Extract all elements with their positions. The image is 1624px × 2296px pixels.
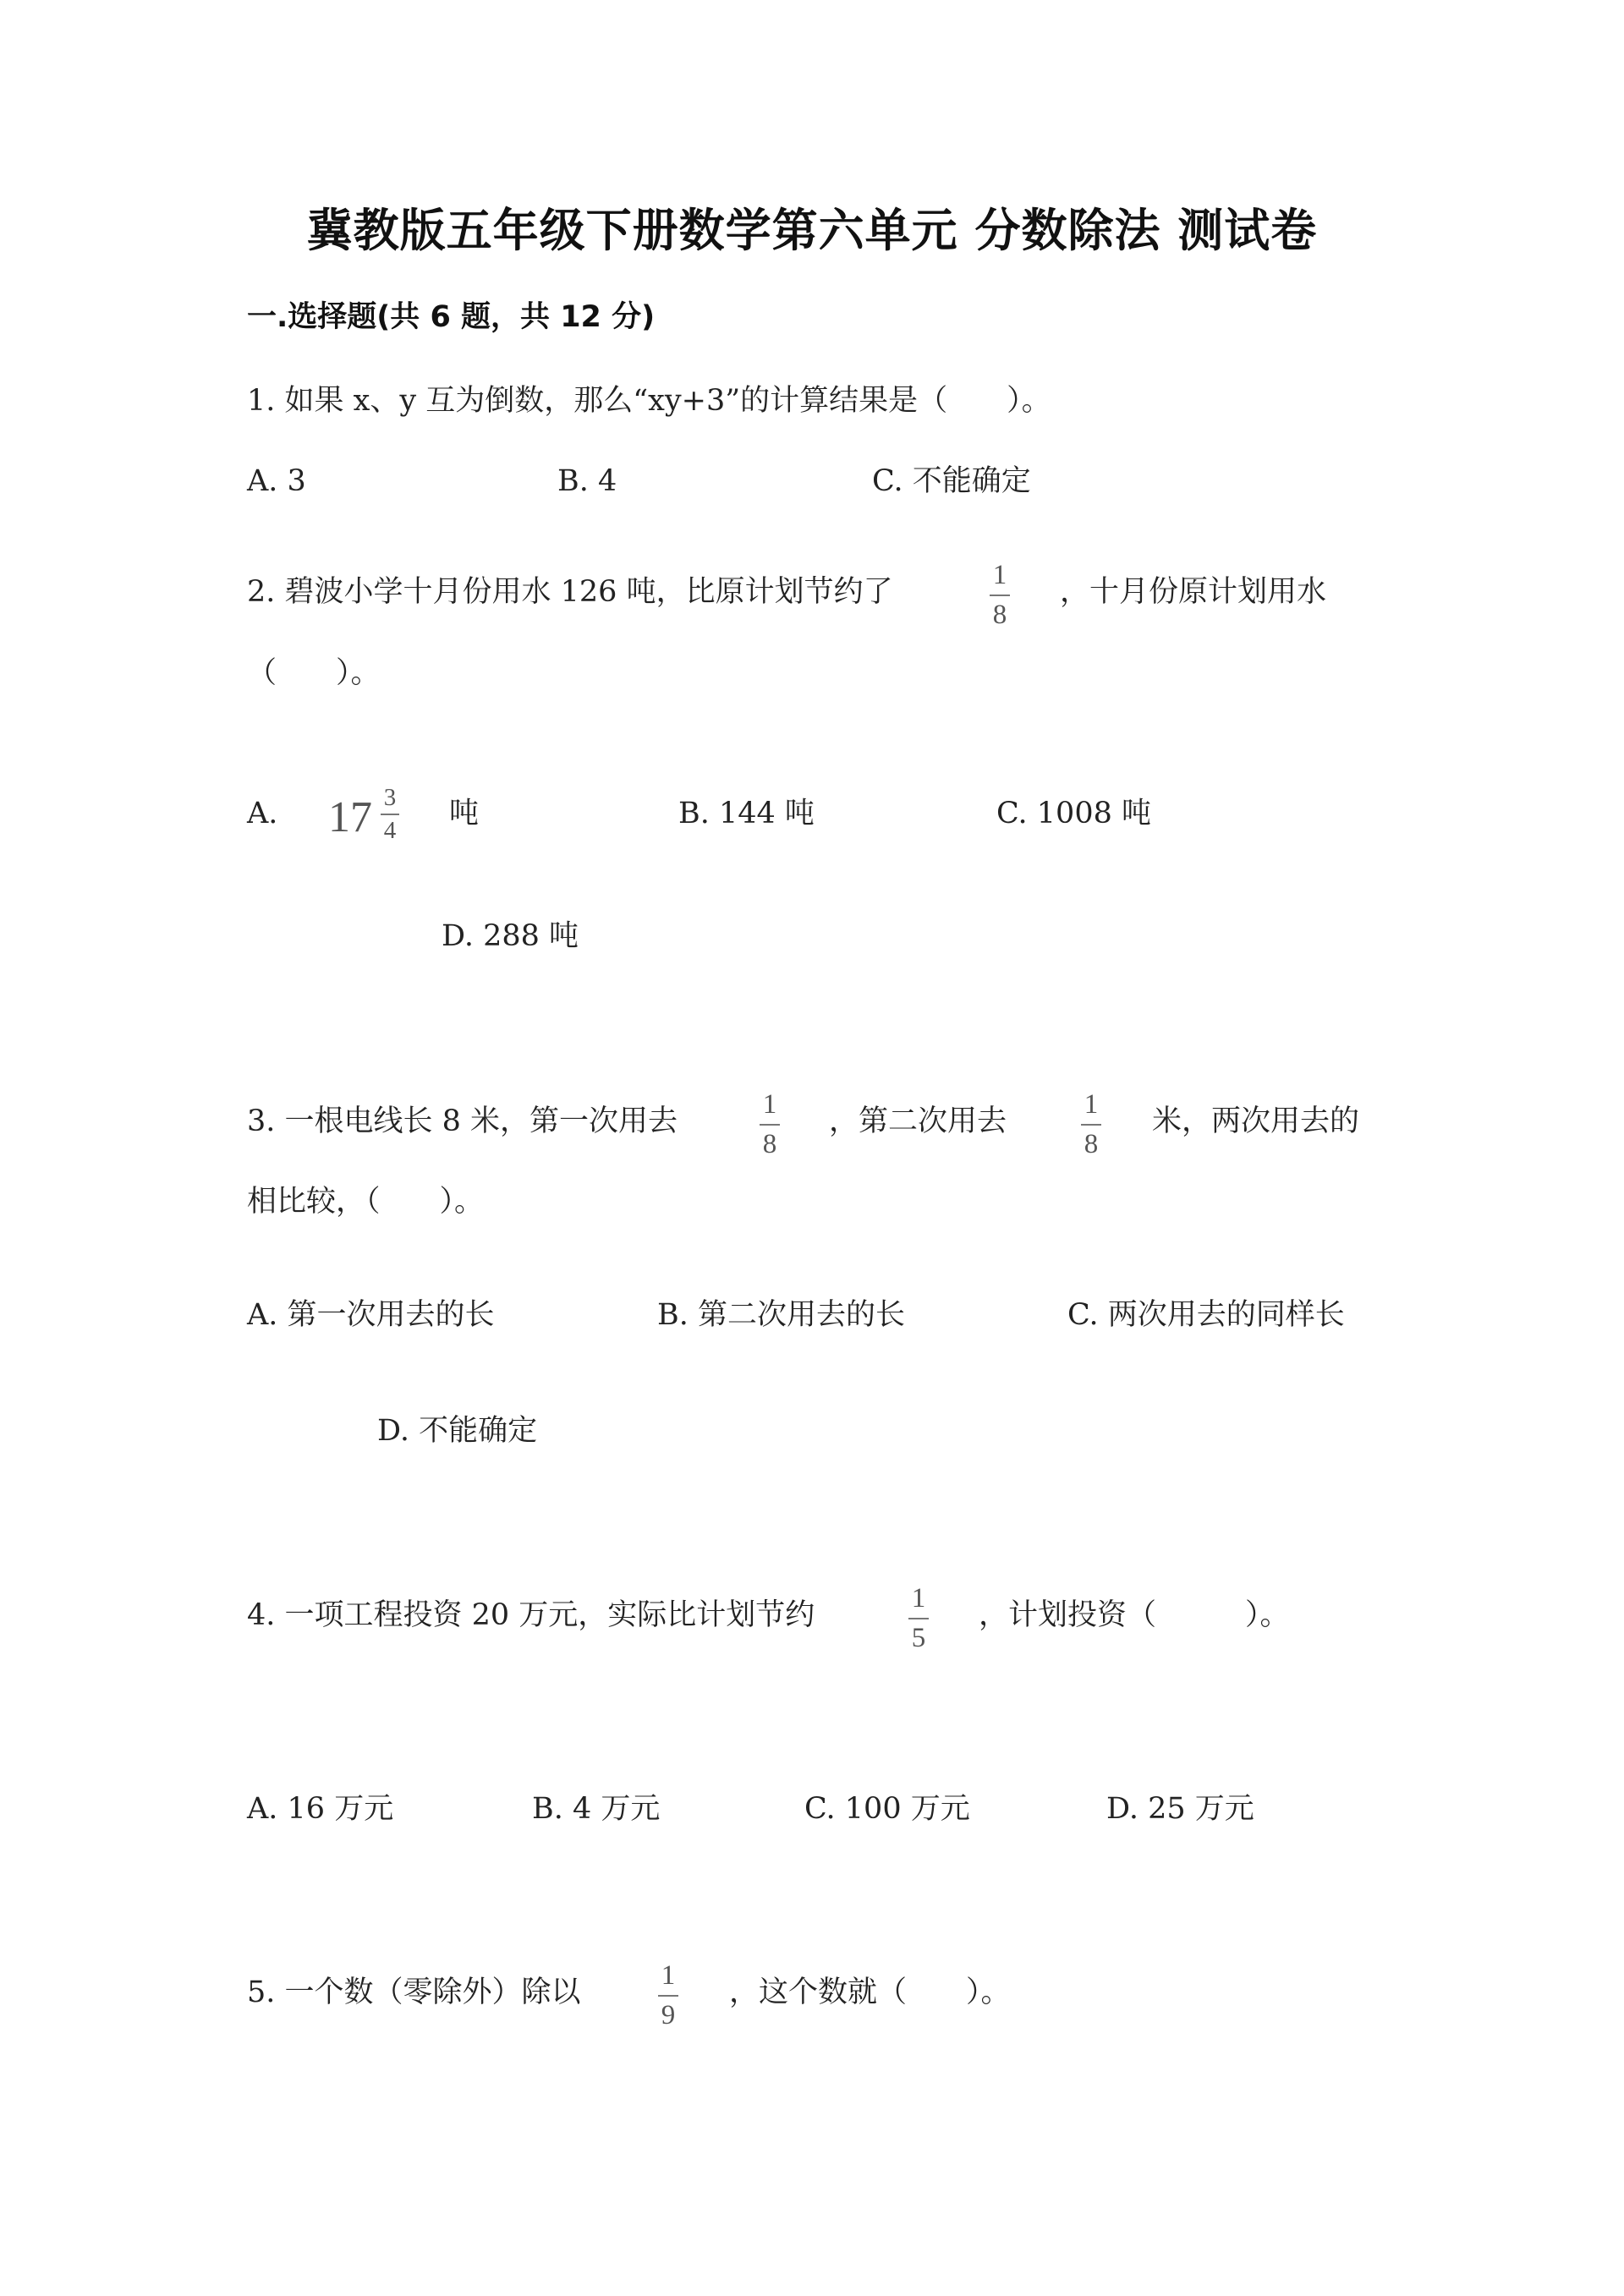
fraction-numerator: 1 <box>911 1583 926 1614</box>
fraction-bar <box>1081 1124 1101 1126</box>
question-4-option-d: D. 25 万元 <box>1106 1792 1254 1826</box>
fraction-bar <box>658 1995 678 1997</box>
question-3-stem-tail: 米，两次用去的 <box>1152 1104 1360 1138</box>
fraction-bar <box>990 595 1010 596</box>
question-1-option-b: B. 4 <box>557 464 617 498</box>
question-2-stem-tail: ，十月份原计划用水 <box>1060 575 1327 609</box>
question-3-stem: 3. 一根电线长 8 米，第一次用去 <box>247 1104 678 1138</box>
question-3-fraction-2 <box>1074 1091 1108 1159</box>
question-4-option-a: A. 16 万元 <box>247 1792 394 1826</box>
question-5-stem-tail: ，这个数就（ ）。 <box>729 1975 1011 2009</box>
fraction-bar <box>381 814 399 815</box>
fraction-numerator: 3 <box>383 784 397 811</box>
page-title: 冀教版五年级下册数学第六单元 分数除法 测试卷 <box>306 204 1318 257</box>
question-3-option-a: A. 第一次用去的长 <box>247 1298 495 1332</box>
fraction-denominator: 8 <box>1084 1129 1099 1159</box>
fraction-bar <box>760 1124 780 1126</box>
mixed-number-fraction <box>377 786 403 843</box>
question-2-option-a-mixed-number <box>328 786 413 853</box>
fraction-numerator: 1 <box>661 1960 676 1991</box>
question-3-option-b: B. 第二次用去的长 <box>657 1298 905 1332</box>
fraction-numerator: 1 <box>992 560 1007 590</box>
question-1-stem: 1. 如果 x、y 互为倒数，那么“xy+3”的计算结果是（ ）。 <box>247 384 1051 418</box>
question-4-stem: 4. 一项工程投资 20 万元，实际比计划节约 <box>247 1598 815 1632</box>
question-4-option-b: B. 4 万元 <box>532 1792 661 1826</box>
fraction-denominator: 9 <box>661 2000 676 2030</box>
question-1-option-c: C. 不能确定 <box>872 464 1031 498</box>
mixed-number-whole: 17 <box>328 793 372 841</box>
question-5-stem: 5. 一个数（零除外）除以 <box>247 1975 581 2009</box>
question-2-option-a-unit: 吨 <box>449 797 480 830</box>
question-4-stem-tail: ，计划投资（ ）。 <box>979 1598 1290 1632</box>
question-2-stem-line2: （ ）。 <box>247 656 381 690</box>
question-1-option-a: A. 3 <box>247 464 306 498</box>
question-4-option-c: C. 100 万元 <box>804 1792 970 1826</box>
question-2-option-a-label: A. <box>247 797 278 830</box>
question-3-option-d: D. 不能确定 <box>377 1414 538 1448</box>
fraction-denominator: 8 <box>992 600 1007 630</box>
question-2-option-b: B. 144 吨 <box>678 797 815 830</box>
question-3-option-c: C. 两次用去的同样长 <box>1067 1298 1345 1332</box>
question-2-option-c: C. 1008 吨 <box>996 797 1151 830</box>
question-4-fraction <box>902 1585 935 1652</box>
question-3-fraction-1 <box>753 1091 787 1159</box>
question-5-fraction <box>651 1962 685 2030</box>
fraction-denominator: 5 <box>911 1623 926 1653</box>
fraction-bar <box>908 1618 929 1619</box>
fraction-denominator: 4 <box>383 817 397 844</box>
fraction-numerator: 1 <box>1084 1089 1099 1120</box>
question-2-option-d: D. 288 吨 <box>442 919 579 953</box>
fraction-denominator: 8 <box>762 1129 777 1159</box>
question-2-stem: 2. 碧波小学十月份用水 126 吨，比原计划节约了 <box>247 575 893 609</box>
fraction-numerator: 1 <box>762 1089 777 1120</box>
question-3-stem-line2: 相比较，（ ）。 <box>247 1185 485 1219</box>
question-2-fraction <box>983 562 1017 629</box>
question-3-stem-middle: ，第二次用去 <box>829 1104 1007 1138</box>
section-heading: 一.选择题(共 6 题，共 12 分) <box>247 300 656 334</box>
